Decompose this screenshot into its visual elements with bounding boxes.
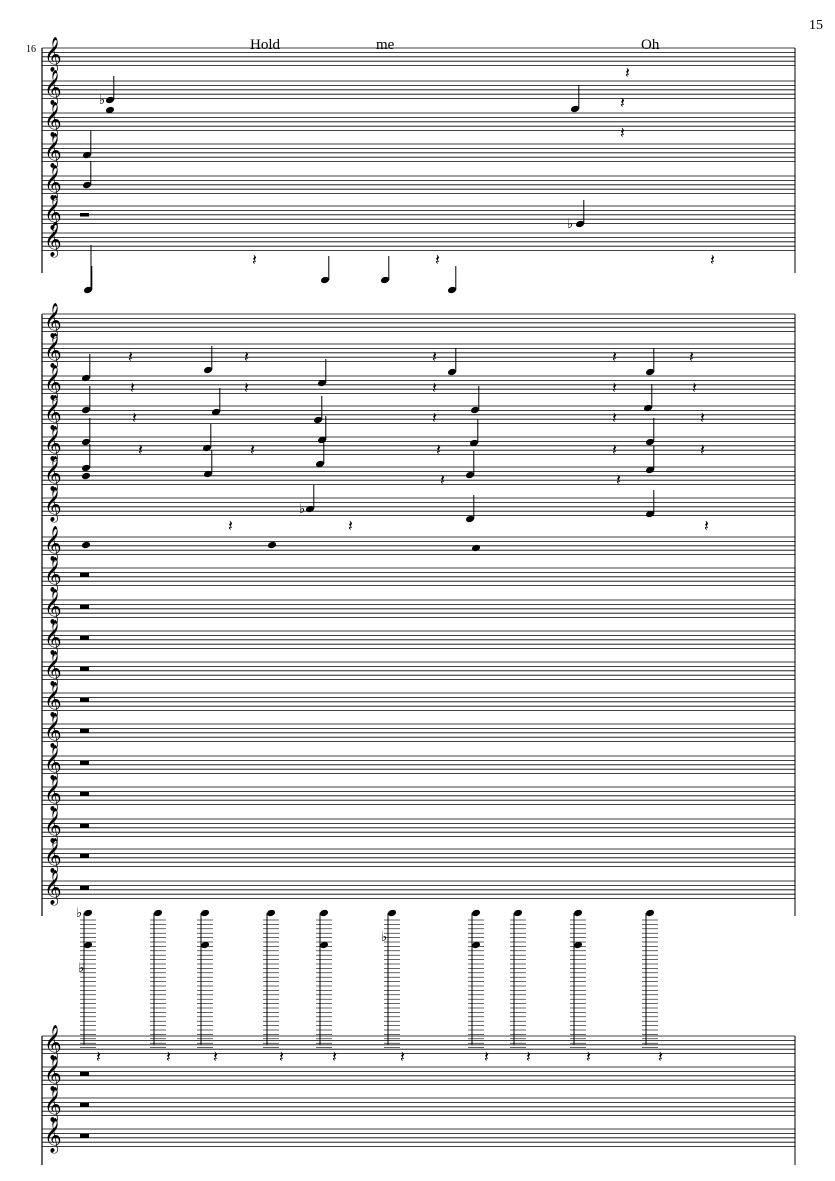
note-head — [573, 909, 583, 918]
treble-clef: 𝄞 — [44, 1056, 62, 1091]
staff — [42, 426, 795, 462]
whole-rest — [80, 573, 89, 577]
note-head — [83, 909, 93, 918]
quarter-rest: 𝄽 — [332, 1047, 337, 1066]
treble-clef: 𝄞 — [44, 37, 62, 72]
quarter-rest: 𝄽 — [130, 378, 135, 397]
treble-clef: 𝄞 — [44, 713, 62, 748]
quarter-rest: 𝄽 — [612, 440, 617, 459]
quarter-rest: 𝄽 — [440, 470, 445, 489]
staff — [42, 1056, 795, 1092]
staff — [42, 776, 795, 812]
treble-clef: 𝄞 — [44, 682, 62, 717]
quarter-rest: 𝄽 — [213, 1047, 218, 1066]
staff — [42, 1118, 795, 1154]
treble-clef: 𝄞 — [44, 303, 62, 338]
quarter-rest: 𝄽 — [700, 440, 705, 459]
note-head — [153, 909, 163, 918]
note-head — [81, 541, 91, 550]
staff — [42, 713, 795, 749]
quarter-rest: 𝄽 — [586, 1047, 591, 1066]
staff — [42, 808, 795, 844]
treble-clef: 𝄞 — [44, 222, 62, 257]
quarter-rest: 𝄽 — [435, 250, 440, 269]
whole-rest — [80, 636, 89, 640]
quarter-rest: 𝄽 — [526, 1047, 531, 1066]
quarter-rest: 𝄽 — [244, 347, 249, 366]
quarter-rest: 𝄽 — [228, 516, 233, 535]
page-number: 15 — [809, 18, 823, 33]
staff — [42, 526, 795, 562]
staff-system — [42, 37, 795, 1165]
quarter-rest: 𝄽 — [432, 378, 437, 397]
quarter-rest: 𝄽 — [400, 1047, 405, 1066]
treble-clef: 𝄞 — [44, 1087, 62, 1122]
whole-rest — [80, 1103, 89, 1107]
note-head — [267, 541, 277, 550]
whole-rest — [80, 761, 89, 765]
quarter-rest: 𝄽 — [348, 516, 353, 535]
flat-sign: ♭ — [299, 502, 306, 517]
treble-clef: 𝄞 — [44, 808, 62, 843]
quarter-rest: 𝄽 — [710, 250, 715, 269]
staff — [42, 133, 795, 169]
staff — [42, 1087, 795, 1123]
lyric-oh: Oh — [641, 37, 660, 53]
treble-clef: 𝄞 — [44, 870, 62, 905]
note-head — [266, 909, 276, 918]
staff — [42, 456, 795, 492]
quarter-rest: 𝄽 — [616, 470, 621, 489]
staff — [42, 333, 795, 369]
treble-clef: 𝄞 — [44, 745, 62, 780]
whole-rest — [80, 213, 89, 217]
quarter-rest: 𝄽 — [128, 347, 133, 366]
treble-clef: 𝄞 — [44, 456, 62, 491]
note-head — [387, 909, 397, 918]
whole-rest — [80, 698, 89, 702]
note-head — [81, 472, 91, 481]
staff — [42, 395, 795, 431]
note-head — [513, 909, 523, 918]
lyric-me: me — [376, 37, 395, 53]
whole-rest — [80, 824, 89, 828]
quarter-rest: 𝄽 — [689, 347, 694, 366]
quarter-rest: 𝄽 — [138, 440, 143, 459]
flat-sign: ♭ — [567, 217, 574, 232]
quarter-rest: 𝄽 — [704, 516, 709, 535]
quarter-rest: 𝄽 — [96, 1047, 101, 1066]
staff — [42, 195, 795, 231]
quarter-rest: 𝄽 — [432, 408, 437, 427]
treble-clef: 𝄞 — [44, 526, 62, 561]
treble-clef: 𝄞 — [44, 557, 62, 592]
staff — [42, 37, 795, 73]
treble-clef: 𝄞 — [44, 651, 62, 686]
quarter-rest: 𝄽 — [166, 1047, 171, 1066]
quarter-rest: 𝄽 — [658, 1047, 663, 1066]
staff — [42, 487, 795, 523]
treble-clef: 𝄞 — [44, 333, 62, 368]
whole-rest — [80, 667, 89, 671]
treble-clef: 𝄞 — [44, 776, 62, 811]
note-head — [200, 909, 210, 918]
treble-clef: 𝄞 — [44, 365, 62, 400]
staff — [42, 682, 795, 718]
staff — [42, 557, 795, 593]
flat-sign: ♭ — [78, 961, 85, 976]
staff — [42, 651, 795, 687]
whole-rest — [80, 792, 89, 796]
treble-clef: 𝄞 — [44, 70, 62, 105]
quarter-rest: 𝄽 — [279, 1047, 284, 1066]
staff — [42, 870, 795, 906]
flat-sign: ♭ — [381, 930, 388, 945]
quarter-rest: 𝄽 — [612, 408, 617, 427]
whole-rest — [80, 1134, 89, 1138]
flat-sign: ♭ — [99, 93, 106, 108]
treble-clef: 𝄞 — [44, 838, 62, 873]
staff — [42, 222, 795, 258]
quarter-rest: 𝄽 — [700, 408, 705, 427]
note-head — [471, 544, 481, 553]
lyric-hold: Hold — [250, 37, 280, 53]
quarter-rest: 𝄽 — [244, 378, 249, 397]
whole-rest — [80, 854, 89, 858]
quarter-rest: 𝄽 — [612, 378, 617, 397]
quarter-rest: 𝄽 — [620, 93, 625, 112]
quarter-rest: 𝄽 — [692, 378, 697, 397]
staff — [42, 620, 795, 656]
staff — [42, 745, 795, 781]
flat-sign: ♭ — [76, 906, 83, 921]
staff — [42, 589, 795, 625]
quarter-rest: 𝄽 — [620, 123, 625, 142]
treble-clef: 𝄞 — [44, 195, 62, 230]
treble-clef: 𝄞 — [44, 620, 62, 655]
whole-rest — [80, 729, 89, 733]
quarter-rest: 𝄽 — [432, 347, 437, 366]
note-head — [471, 909, 481, 918]
whole-rest — [80, 1072, 89, 1076]
whole-rest — [80, 886, 89, 890]
staff — [42, 70, 795, 106]
note-head — [645, 909, 655, 918]
treble-clef: 𝄞 — [44, 102, 62, 137]
treble-clef: 𝄞 — [44, 165, 62, 200]
treble-clef: 𝄞 — [44, 1118, 62, 1153]
quarter-rest: 𝄽 — [612, 347, 617, 366]
note-head — [319, 909, 329, 918]
staff — [42, 165, 795, 201]
treble-clef: 𝄞 — [44, 487, 62, 522]
treble-clef: 𝄞 — [44, 395, 62, 430]
treble-clef: 𝄞 — [44, 133, 62, 168]
quarter-rest: 𝄽 — [132, 408, 137, 427]
whole-rest — [80, 605, 89, 609]
treble-clef: 𝄞 — [44, 426, 62, 461]
staff — [42, 303, 795, 339]
treble-clef: 𝄞 — [44, 1025, 62, 1060]
quarter-rest: 𝄽 — [484, 1047, 489, 1066]
quarter-rest: 𝄽 — [625, 63, 630, 82]
treble-clef: 𝄞 — [44, 589, 62, 624]
staff — [42, 365, 795, 401]
staff — [42, 838, 795, 874]
quarter-rest: 𝄽 — [436, 440, 441, 459]
quarter-rest: 𝄽 — [252, 250, 257, 269]
measure-number: 16 — [26, 44, 36, 55]
quarter-rest: 𝄽 — [250, 440, 255, 459]
staff — [42, 102, 795, 138]
